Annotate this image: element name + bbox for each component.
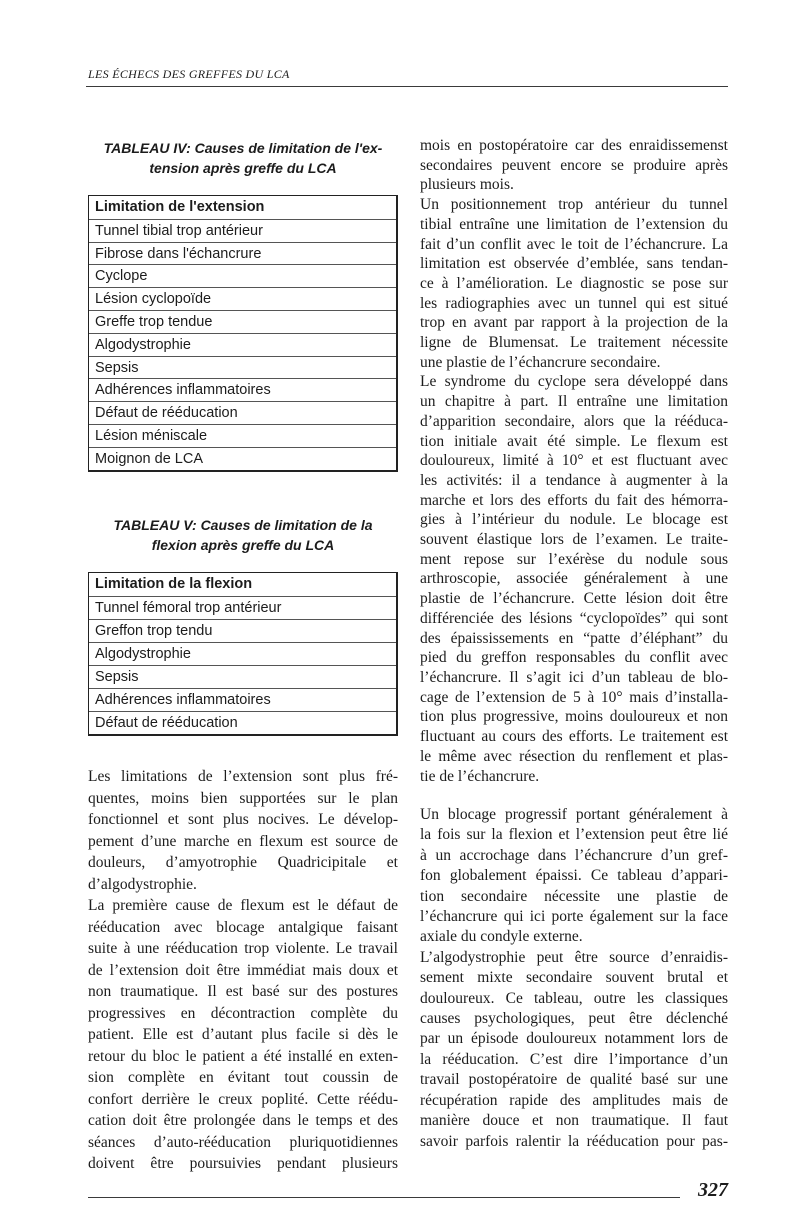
- text-line: fonctionnel et sont plus nocives. Le dévelop-: [88, 811, 398, 828]
- header-rule: [86, 86, 728, 87]
- text-line: récupération rapide des amplitudes mais de: [420, 1091, 728, 1109]
- text-line: secondaires peuvent encore se produire après: [420, 156, 728, 174]
- text-line: douleurs, d’amyotrophie Quadricipitale et: [88, 854, 398, 871]
- table-row: Fibrose dans l'échancrure: [89, 242, 396, 265]
- table-header-cell: Limitation de l'extension: [95, 199, 265, 215]
- text-line: marche et lors des efforts du fait des hémorra-: [420, 491, 728, 509]
- body-column-right-top: [420, 136, 728, 786]
- text-line: ligne de Blumensat. Le traitement nécessite: [420, 334, 728, 352]
- paragraph: [420, 136, 728, 195]
- text-line: Un positionnement trop antérieur du tunnel: [420, 196, 728, 214]
- table-row: Greffe trop tendue: [89, 310, 396, 333]
- text-line: cage de l’extension de 5 à 10° mais d’installa-: [420, 688, 728, 706]
- text-line: cation doit être prolongée dans le temps et des: [88, 1112, 398, 1129]
- table-row: Adhérences inflammatoires: [89, 378, 396, 401]
- paragraph: [420, 195, 728, 372]
- text-line: une plastie de l’échancrure secondaire.: [420, 353, 661, 371]
- text-line: la rééducation. C’est dire l’importance d’un: [420, 1050, 728, 1068]
- text-line: de l’extension doit être immédiat mais doux et: [88, 961, 398, 979]
- text-line: les activités: il a tendance à augmenter à la: [420, 471, 728, 489]
- text-line: par un épisode douloureux notamment lors de: [420, 1030, 728, 1048]
- text-line: d’apparition secondaire, alors que la rééduca-: [420, 412, 728, 430]
- text-line: les radiographies avec un tunnel qui est situé: [420, 294, 728, 312]
- table-header-cell: Limitation de la flexion: [95, 576, 253, 592]
- table-row: Greffon trop tendu: [89, 619, 396, 642]
- text-line: rééducation avec blocage antalgique faisant: [88, 918, 398, 936]
- text-line: fon globalement épaissi. Ce tableau d’appari-: [420, 867, 728, 885]
- table-v-flexion-causes: [88, 572, 398, 736]
- text-line: doivent être poursuivies pendant plusieurs: [88, 1155, 398, 1172]
- text-line: pement d’une marche en flexum est source de: [88, 832, 398, 850]
- text-line: l’échancrure. Il s’agit ici d’un tableau de blo-: [420, 668, 728, 686]
- text-line: sion complète en évitant tout coussin de: [88, 1069, 398, 1086]
- paragraph: [420, 948, 728, 1152]
- paragraph: [88, 766, 398, 895]
- text-line: tion initiale avait été simple. Le flexum est: [420, 432, 728, 450]
- table-row: Lésion méniscale: [89, 424, 396, 447]
- text-line: douloureux. Ce tableau, outre les classiques: [420, 989, 728, 1007]
- text-line: plastie de l’échancrure. Cette lésion doit être: [420, 590, 728, 608]
- text-line: à un accrochage dans l’échancrure d’un gref-: [420, 846, 728, 864]
- table-row: Sepsis: [89, 356, 396, 379]
- text-line: arthroscopie, associée généralement à une: [420, 570, 728, 588]
- table-title-line: tension après greffe du LCA: [149, 160, 337, 176]
- table-row: Défaut de rééducation: [89, 711, 396, 734]
- text-line: tion secondaire nécessite une plastie de: [420, 887, 728, 905]
- text-line: souvent élastique lors de l’examen. Le traite-: [420, 531, 728, 549]
- text-line: L’algodystrophie peut être source d’enraidis-: [420, 948, 728, 966]
- table-row: Algodystrophie: [89, 333, 396, 356]
- text-line: différenciée des lésions “cyclopoïdes” qui sont: [420, 609, 728, 627]
- text-line: axiale du condyle externe.: [420, 928, 583, 946]
- text-line: patient. Elle est d’autant plus facile si dès le: [88, 1026, 398, 1043]
- table-title-line: flexion après greffe du LCA: [151, 537, 335, 553]
- table-row: Tunnel fémoral trop antérieur: [89, 596, 396, 619]
- table-row: Algodystrophie: [89, 642, 396, 665]
- text-line: ment repose sur l’exérèse du nodule sous: [420, 550, 728, 568]
- text-line: confort derrière le creux poplité. Cette réédu-: [88, 1090, 398, 1108]
- running-header: LES ÉCHECS DES GREFFES DU LCA: [88, 67, 290, 81]
- text-line: causes psychologiques, peut être déclenché: [420, 1010, 728, 1028]
- text-line: Le syndrome du cyclope sera développé dans: [420, 373, 728, 391]
- paragraph: [88, 895, 398, 1175]
- body-column-left: [88, 766, 398, 1175]
- text-line: suite à une rééducation trop violente. Le travail: [88, 940, 398, 957]
- text-line: tie de l’échancrure.: [420, 767, 540, 785]
- text-line: Les limitations de l’extension sont plus fré-: [88, 768, 398, 785]
- text-line: manière douce et non traumatique. Il faut: [420, 1112, 728, 1130]
- text-line: La première cause de flexum est le défaut de: [88, 897, 398, 914]
- text-line: quentes, moins bien supportées sur le plan: [88, 789, 398, 807]
- text-line: trop en avant par rapport à la projection de la: [420, 314, 728, 332]
- text-line: l’échancrure qui ici porte également sur la face: [420, 908, 728, 926]
- text-line: douloureux, limité à 10° et est fluctuant avec: [420, 452, 728, 470]
- text-line: gies à l’intérieur du nodule. Le blocage est: [420, 511, 728, 529]
- table-iv-extension-causes: [88, 195, 398, 472]
- table-v-title: [88, 515, 398, 555]
- text-line: retour du bloc le patient a été installé en exten-: [88, 1047, 398, 1065]
- text-line: mois en postopératoire car des enraidissemenst: [420, 137, 728, 154]
- table-row: Cyclope: [89, 264, 396, 287]
- text-line: limitation est observée d’emblée, sans tendan-: [420, 255, 728, 273]
- text-line: le même avec résection du renflement et plas-: [420, 747, 728, 765]
- paragraph: [420, 372, 728, 786]
- text-line: ce à l’amélioration. Le diagnostic se pose sur: [420, 274, 728, 292]
- text-line: la fois sur la flexion et l’extension peut être lié: [420, 826, 728, 844]
- text-line: séances d’auto-rééducation pluriquotidiennes: [88, 1133, 398, 1151]
- table-row: Adhérences inflammatoires: [89, 688, 396, 711]
- table-iv-title: [88, 138, 398, 178]
- text-line: un chapitre à part. Il entraîne une limitation: [420, 393, 728, 411]
- table-row: Tunnel tibial trop antérieur: [89, 219, 396, 242]
- table-row: Sepsis: [89, 665, 396, 688]
- text-line: Un blocage progressif portant généralement à: [420, 806, 728, 823]
- footer-rule: [88, 1197, 680, 1198]
- text-line: plusieurs mois.: [420, 176, 514, 194]
- text-line: progressives en décontraction complète du: [88, 1004, 398, 1022]
- table-row: Défaut de rééducation: [89, 401, 396, 424]
- body-column-right-bottom: [420, 805, 728, 1152]
- page-number: 327: [698, 1179, 728, 1201]
- text-line: savoir parfois ralentir la rééducation pour pas-: [420, 1132, 728, 1150]
- table-title-line: TABLEAU V: Causes de limitation de la: [113, 517, 373, 533]
- text-line: fait d’un conflit avec le toit de l’échancrure. La: [420, 235, 728, 253]
- text-line: d’algodystrophie.: [88, 875, 197, 893]
- paragraph: [420, 805, 728, 948]
- text-line: tion plus progressive, moins douloureux et non: [420, 708, 728, 726]
- text-line: sement mixte secondaire souvent brutal et: [420, 969, 728, 987]
- text-line: fluctuant au cours des efforts. Le traitement est: [420, 728, 728, 746]
- text-line: des épaississements en “patte d’éléphant” du: [420, 629, 728, 647]
- table-row: Moignon de LCA: [89, 447, 396, 470]
- text-line: travail postopératoire de qualité basé sur une: [420, 1071, 728, 1089]
- text-line: pied du greffon responsables du conflit avec: [420, 649, 728, 667]
- text-line: tibial entraîne une limitation de l’extension du: [420, 215, 728, 233]
- text-line: non traumatique. Il est basé sur des postures: [88, 983, 398, 1000]
- table-title-line: TABLEAU IV: Causes de limitation de l'ex-: [103, 140, 383, 156]
- table-row: Lésion cyclopoïde: [89, 287, 396, 310]
